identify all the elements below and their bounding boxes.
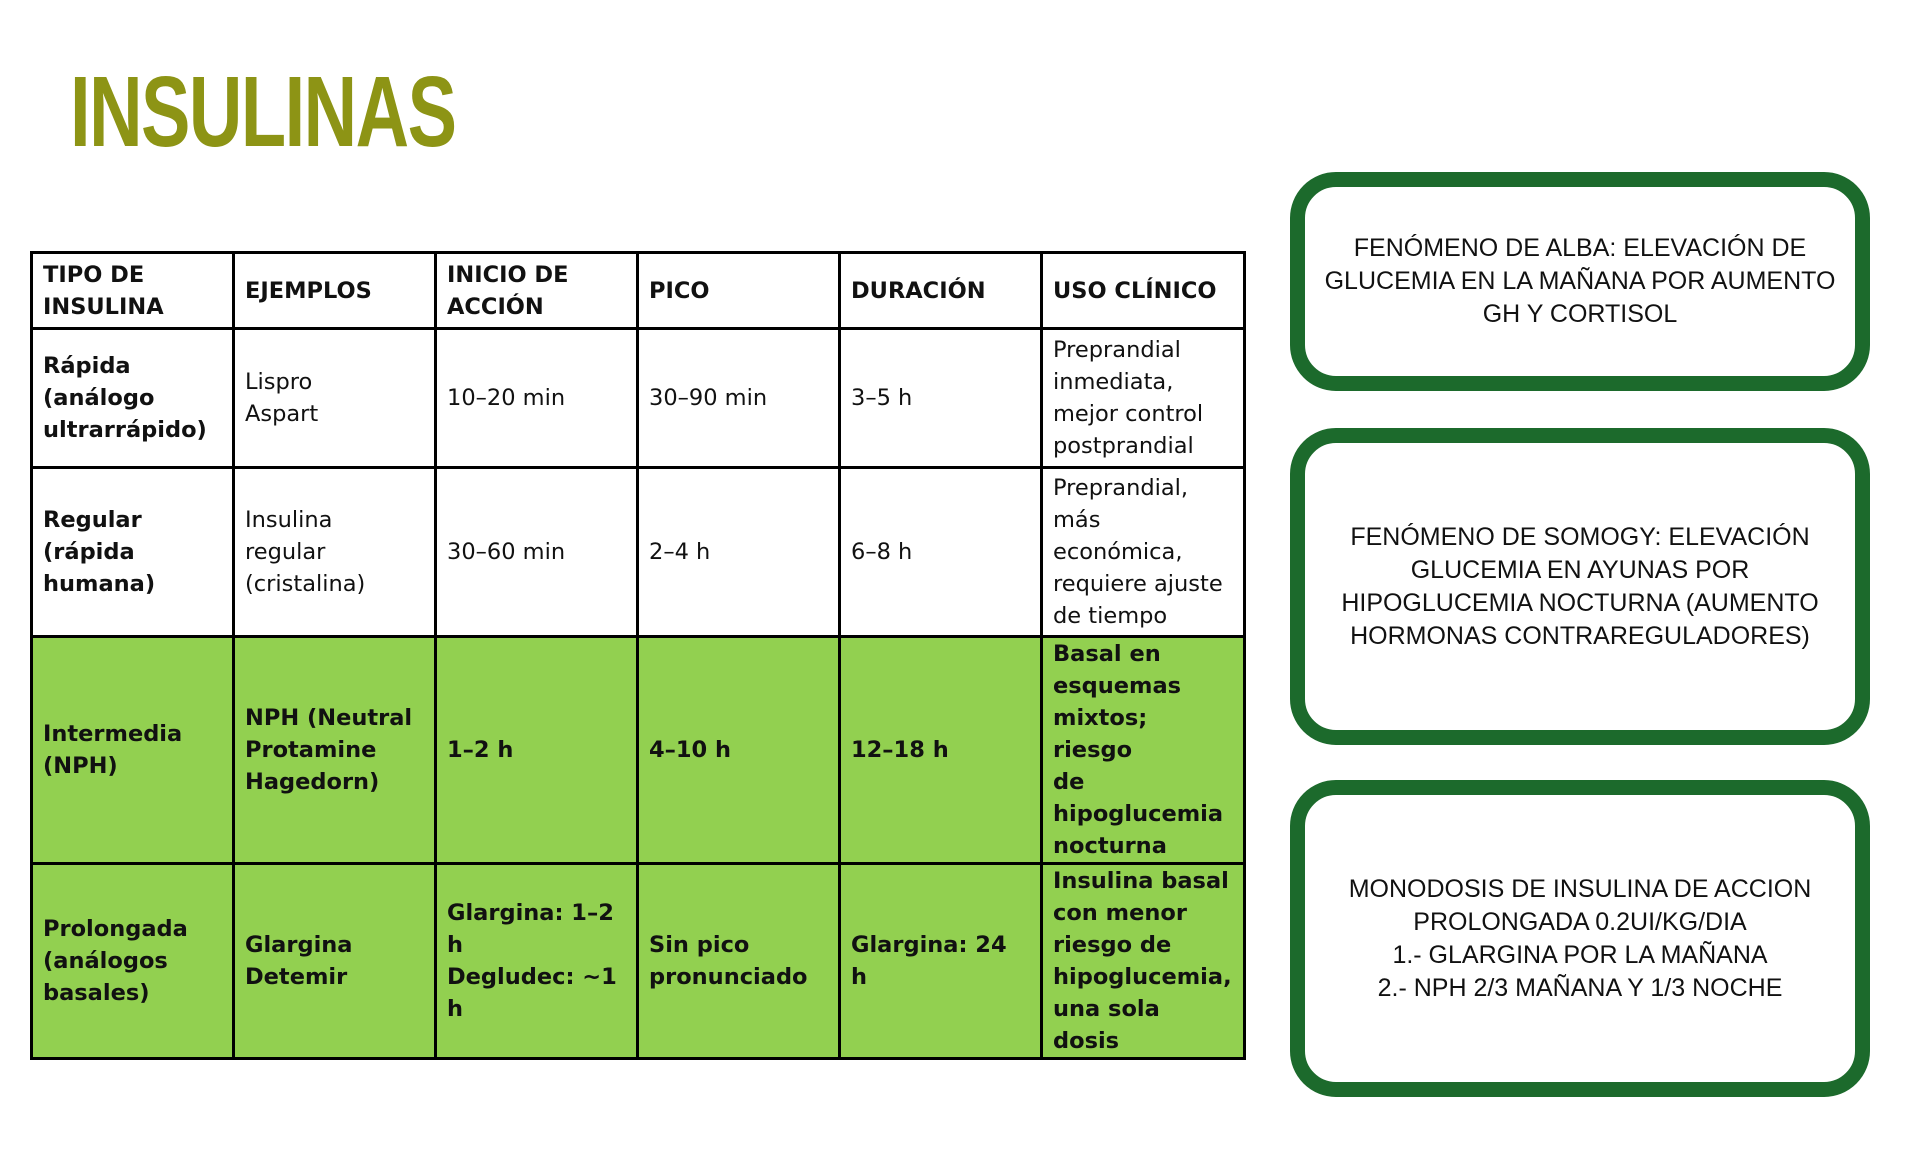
cell-uso-clinico: Basal en esquemas mixtos; riesgo de hipoglucemia nocturna bbox=[1042, 637, 1245, 864]
cell-ejemplos: NPH (Neutral Protamine Hagedorn) bbox=[234, 637, 436, 864]
cell-duracion: 3–5 h bbox=[840, 329, 1042, 468]
table-row bbox=[32, 329, 1245, 468]
table-row bbox=[32, 468, 1245, 637]
cell-pico: 30–90 min bbox=[638, 329, 840, 468]
table-row-highlighted bbox=[32, 864, 1245, 1059]
cell-duracion: 6–8 h bbox=[840, 468, 1042, 637]
cell-uso-clinico: Preprandial inmediata, mejor control postprandial bbox=[1042, 329, 1245, 468]
table-row-highlighted bbox=[32, 637, 1245, 864]
header-pico: PICO bbox=[638, 253, 840, 329]
cell-ejemplos: Lispro Aspart bbox=[234, 329, 436, 468]
cell-ejemplos: Insulina regular (cristalina) bbox=[234, 468, 436, 637]
cell-inicio: 10–20 min bbox=[436, 329, 638, 468]
cell-duracion: Glargina: 24 h bbox=[840, 864, 1042, 1059]
cell-tipo: Intermedia (NPH) bbox=[32, 637, 234, 864]
cell-tipo: Regular (rápida humana) bbox=[32, 468, 234, 637]
header-uso-clinico: USO CLÍNICO bbox=[1042, 253, 1245, 329]
cell-duracion: 12–18 h bbox=[840, 637, 1042, 864]
cell-ejemplos: Glargina Detemir bbox=[234, 864, 436, 1059]
fenomeno-alba-text: FENÓMENO DE ALBA: ELEVACIÓN DE GLUCEMIA EN LA MAÑANA POR AUMENTO GH Y CORTISOL bbox=[1324, 234, 1836, 328]
fenomeno-alba-box bbox=[1290, 172, 1870, 391]
header-duracion: DURACIÓN bbox=[840, 253, 1042, 329]
cell-tipo: Prolongada (análogos basales) bbox=[32, 864, 234, 1059]
insulin-table bbox=[30, 251, 1246, 1060]
monodosis-box bbox=[1290, 780, 1870, 1097]
cell-pico: Sin pico pronunciado bbox=[638, 864, 840, 1059]
header-inicio: INICIO DE ACCIÓN bbox=[436, 253, 638, 329]
cell-inicio: Glargina: 1–2 h Degludec: ~1 h bbox=[436, 864, 638, 1059]
monodosis-text: MONODOSIS DE INSULINA DE ACCION PROLONGADA 0.2UI/KG/DIA 1.- GLARGINA POR LA MAÑANA 2.- NPH 2/3 MAÑANA Y 1/3 NOCHE bbox=[1348, 874, 1812, 1002]
cell-uso-clinico: Preprandial, más económica, requiere ajuste de tiempo bbox=[1042, 468, 1245, 637]
table-header-row bbox=[32, 253, 1245, 329]
page-title: INSULINAS bbox=[70, 56, 456, 168]
cell-uso-clinico: Insulina basal con menor riesgo de hipoglucemia, una sola dosis bbox=[1042, 864, 1245, 1059]
cell-tipo: Rápida (análogo ultrarrápido) bbox=[32, 329, 234, 468]
fenomeno-somogy-box bbox=[1290, 428, 1870, 745]
cell-inicio: 30–60 min bbox=[436, 468, 638, 637]
header-tipo: TIPO DE INSULINA bbox=[32, 253, 234, 329]
cell-pico: 2–4 h bbox=[638, 468, 840, 637]
fenomeno-somogy-text: FENÓMENO DE SOMOGY: ELEVACIÓN GLUCEMIA EN AYUNAS POR HIPOGLUCEMIA NOCTURNA (AUMENTO HORMONAS CONTRAREGULADORES) bbox=[1341, 522, 1819, 650]
cell-pico: 4–10 h bbox=[638, 637, 840, 864]
header-ejemplos: EJEMPLOS bbox=[234, 253, 436, 329]
cell-inicio: 1–2 h bbox=[436, 637, 638, 864]
